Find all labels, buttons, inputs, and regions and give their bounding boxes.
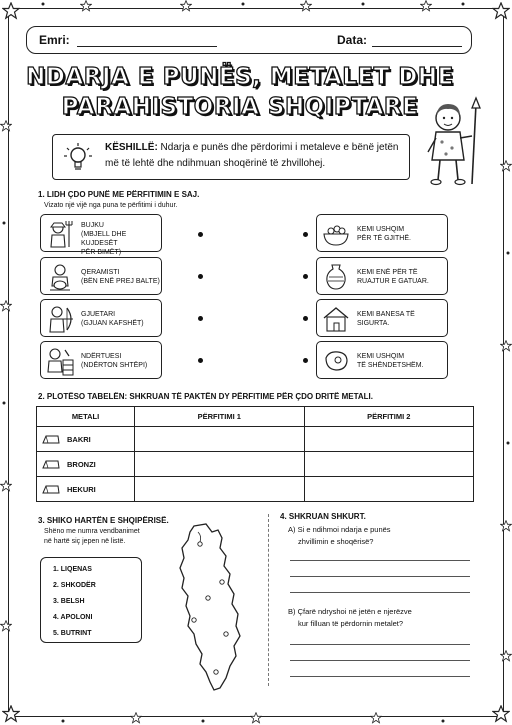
match-dot-job-3[interactable] — [198, 316, 203, 321]
place-item: 4. APOLONI — [53, 614, 93, 621]
answer-line-a1[interactable] — [290, 560, 470, 561]
job-card-hunter — [40, 299, 162, 337]
match-dot-benefit-4[interactable] — [303, 358, 308, 363]
job-text: QERAMISTI (BËN ENË PREJ BALTE) — [81, 269, 160, 285]
match-dot-benefit-1[interactable] — [303, 232, 308, 237]
page-title-line1: NDARJA E PUNËS, METALET DHE — [26, 64, 454, 90]
name-label: Emri: — [39, 33, 70, 47]
table-row — [37, 477, 474, 502]
benefit-text: KEMI ENË PËR TË RUAJTUR E GATUAR. — [357, 269, 429, 285]
match-dot-benefit-3[interactable] — [303, 316, 308, 321]
copper-ingot-icon — [41, 433, 61, 445]
benefit-2-cell[interactable] — [304, 452, 474, 477]
job-text: BUJKU (MBJELL DHE KUJDESËT PËR BIMËT) — [81, 222, 127, 256]
match-dot-benefit-2[interactable] — [303, 274, 308, 279]
table-header: PËRFITIMI 2 — [304, 407, 474, 427]
q4-question-b: B) Çfarë ndryshoi në jetën e njerëzve kur filluan të përdornin metalet? — [288, 607, 412, 628]
map-marker[interactable] — [220, 580, 224, 584]
benefit-card-food — [316, 214, 448, 252]
answer-line-a2[interactable] — [290, 576, 470, 577]
job-card-builder — [40, 341, 162, 379]
map-marker[interactable] — [192, 618, 196, 622]
answer-line-b1[interactable] — [290, 644, 470, 645]
answer-line-a3[interactable] — [290, 592, 470, 593]
metal-name: BAKRI — [67, 434, 91, 444]
job-card-farmer — [40, 214, 162, 256]
map-marker[interactable] — [214, 670, 218, 674]
benefit-2-cell[interactable] — [304, 427, 474, 452]
q3-instruction-2: në hartë siç jepen në listë. — [44, 538, 126, 545]
date-field[interactable] — [372, 46, 462, 47]
match-dot-job-2[interactable] — [198, 274, 203, 279]
match-dot-job-4[interactable] — [198, 358, 203, 363]
map-marker[interactable] — [206, 596, 210, 600]
q4-question-a: A) Si e ndihmoi ndarja e punës zhvillimin e shoqërisë? — [288, 525, 391, 546]
place-item: 3. BELSH — [53, 598, 85, 605]
house-icon — [321, 304, 351, 334]
q1-instruction: Vizato një vijë nga puna te përfitimi i duhur. — [44, 202, 178, 209]
table-row — [37, 427, 474, 452]
job-text: GJUETARI (GJUAN KAFSHËT) — [81, 311, 144, 327]
table-header: METALI — [37, 407, 135, 427]
table-header: PËRFITIMI 1 — [135, 407, 305, 427]
benefit-card-house — [316, 299, 448, 337]
match-dot-job-1[interactable] — [198, 232, 203, 237]
farmer-icon — [45, 219, 75, 249]
name-field[interactable] — [77, 46, 217, 47]
place-item: 5. BUTRINT — [53, 630, 92, 637]
tip-line1: Ndarja e punës dhe përdorimi i metaleve e bënë jetën — [157, 142, 399, 153]
meat-icon — [321, 346, 351, 376]
tip-box — [52, 134, 410, 180]
potter-icon — [45, 262, 75, 292]
iron-ingot-icon — [41, 483, 61, 495]
map-marker[interactable] — [224, 632, 228, 636]
q4-title: 4. SHKRUAN SHKURT. — [280, 512, 366, 521]
place-list — [40, 557, 142, 643]
benefit-text: KEMI USHQIM TË SHËNDETSHËM. — [357, 353, 424, 369]
benefit-text: KEMI USHQIM PËR TË GJITHË. — [357, 226, 411, 242]
benefit-card-vase — [316, 257, 448, 295]
tip-text — [105, 140, 405, 172]
page-title-line2: PARAHISTORIA SHQIPTARE — [61, 94, 419, 120]
hunter-icon — [45, 304, 75, 334]
vase-icon — [321, 262, 351, 292]
q3-instruction-1: Shëno me numra vendbanimet — [44, 528, 140, 535]
benefit-1-cell[interactable] — [135, 452, 305, 477]
benefit-1-cell[interactable] — [135, 477, 305, 502]
place-item: 2. SHKODËR — [53, 582, 96, 589]
table-row — [37, 452, 474, 477]
metal-name: HEKURI — [67, 484, 96, 494]
section-divider — [268, 514, 269, 686]
benefit-card-meat — [316, 341, 448, 379]
lightbulb-icon — [63, 142, 93, 174]
q1-title: 1. LIDH ÇDO PUNË ME PËRFITIMIN E SAJ. — [38, 190, 200, 199]
job-card-potter — [40, 257, 162, 295]
food-bowl-icon — [321, 219, 351, 249]
q2-title: 2. PLOTËSO TABELËN: SHKRUAN TË PAKTËN DY PËRFITIME PËR ÇDO DRITË METALI. — [38, 392, 373, 401]
tip-line2: më të lehtë dhe ndihmuan shoqërinë të zhvillohej. — [105, 158, 326, 169]
map-marker[interactable] — [198, 542, 202, 546]
place-item: 1. LIQENAS — [53, 566, 92, 573]
caveman-illustration — [420, 96, 486, 188]
q3-title: 3. SHIKO HARTËN E SHQIPËRISË. — [38, 516, 169, 525]
name-date-bar — [26, 26, 472, 54]
answer-line-b3[interactable] — [290, 676, 470, 677]
metal-table — [36, 406, 474, 502]
date-label: Data: — [337, 33, 368, 47]
benefit-text: KEMI BANESA TË SIGURTA. — [357, 311, 415, 327]
bronze-ingot-icon — [41, 458, 61, 470]
tip-label: KËSHILLË: — [105, 142, 158, 153]
job-text: NDËRTUESI (NDËRTON SHTËPI) — [81, 353, 148, 369]
benefit-2-cell[interactable] — [304, 477, 474, 502]
albania-map[interactable] — [160, 522, 260, 694]
builder-icon — [45, 346, 75, 376]
answer-line-b2[interactable] — [290, 660, 470, 661]
benefit-1-cell[interactable] — [135, 427, 305, 452]
metal-name: BRONZI — [67, 459, 96, 469]
